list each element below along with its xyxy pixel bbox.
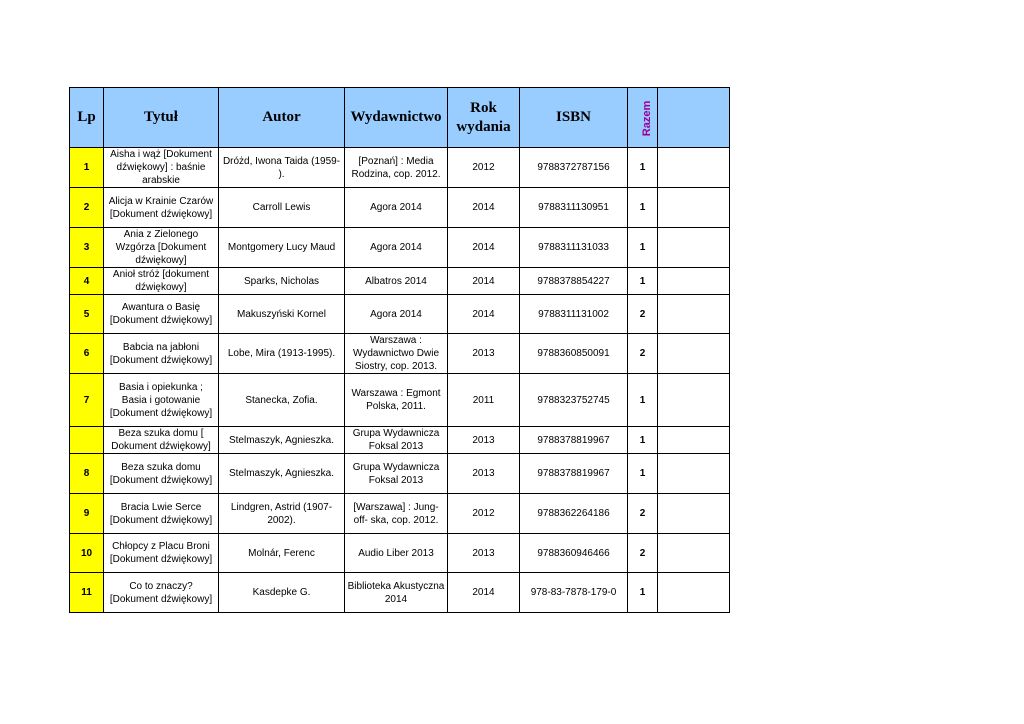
cell-tytul: Anioł stróż [dokument dźwiękowy] (104, 268, 219, 295)
cell-razem: 1 (628, 454, 658, 494)
cell-rok: 2013 (448, 334, 520, 374)
table-row (70, 494, 730, 534)
header-autor: Autor (219, 88, 345, 148)
table-row (70, 188, 730, 228)
cell-wydawnictwo: Albatros 2014 (345, 268, 448, 295)
cell-blank (658, 228, 730, 268)
cell-isbn: 9788372787156 (520, 148, 628, 188)
cell-autor: Stelmaszyk, Agnieszka. (219, 454, 345, 494)
cell-lp: 3 (70, 228, 104, 268)
cell-wydawnictwo: Agora 2014 (345, 228, 448, 268)
cell-blank (658, 148, 730, 188)
cell-lp: 5 (70, 295, 104, 334)
cell-isbn: 9788311131033 (520, 228, 628, 268)
table-row (70, 334, 730, 374)
cell-blank (658, 374, 730, 427)
cell-autor: Sparks, Nicholas (219, 268, 345, 295)
cell-wydawnictwo: [Warszawa] : Jung-off- ska, cop. 2012. (345, 494, 448, 534)
cell-autor: Lindgren, Astrid (1907- 2002). (219, 494, 345, 534)
cell-tytul: Awantura o Basię [Dokument dźwiękowy] (104, 295, 219, 334)
cell-blank (658, 334, 730, 374)
cell-razem: 1 (628, 228, 658, 268)
cell-rok: 2014 (448, 268, 520, 295)
cell-isbn: 9788360850091 (520, 334, 628, 374)
header-wydawnictwo: Wydawnictwo (345, 88, 448, 148)
cell-razem: 1 (628, 374, 658, 427)
cell-razem: 1 (628, 268, 658, 295)
cell-lp: 11 (70, 573, 104, 613)
table-row (70, 534, 730, 573)
cell-tytul: Aisha i wąż [Dokument dźwiękowy] : baśnie arabskie (104, 148, 219, 188)
cell-razem: 1 (628, 427, 658, 454)
cell-razem: 2 (628, 534, 658, 573)
cell-autor: Makuszyński Kornel (219, 295, 345, 334)
cell-tytul: Chłopcy z Placu Broni [Dokument dźwiękowy] (104, 534, 219, 573)
cell-lp: 2 (70, 188, 104, 228)
cell-blank (658, 494, 730, 534)
cell-blank (658, 573, 730, 613)
cell-lp: 10 (70, 534, 104, 573)
cell-blank (658, 188, 730, 228)
cell-rok: 2011 (448, 374, 520, 427)
cell-lp: 9 (70, 494, 104, 534)
table-row (70, 148, 730, 188)
cell-autor: Montgomery Lucy Maud (219, 228, 345, 268)
cell-wydawnictwo: Warszawa : Wydawnictwo Dwie Siostry, cop. 2013. (345, 334, 448, 374)
cell-autor: Stelmaszyk, Agnieszka. (219, 427, 345, 454)
cell-lp: 4 (70, 268, 104, 295)
cell-rok: 2013 (448, 534, 520, 573)
header-razem (628, 88, 658, 148)
cell-wydawnictwo: Biblioteka Akustyczna 2014 (345, 573, 448, 613)
cell-tytul: Alicja w Krainie Czarów [Dokument dźwiękowy] (104, 188, 219, 228)
header-row (70, 88, 730, 148)
table-body (70, 148, 730, 613)
cell-lp: 8 (70, 454, 104, 494)
cell-tytul: Co to znaczy? [Dokument dźwiękowy] (104, 573, 219, 613)
cell-autor: Dróżd, Iwona Taida (1959- ). (219, 148, 345, 188)
cell-autor: Molnár, Ferenc (219, 534, 345, 573)
table-row (70, 268, 730, 295)
cell-autor: Lobe, Mira (1913-1995). (219, 334, 345, 374)
cell-tytul: Beza szuka domu [Dokument dźwiękowy] (104, 454, 219, 494)
cell-razem: 2 (628, 334, 658, 374)
cell-blank (658, 534, 730, 573)
cell-rok: 2014 (448, 228, 520, 268)
header-lp: Lp (70, 88, 104, 148)
cell-wydawnictwo: Audio Liber 2013 (345, 534, 448, 573)
cell-lp: 7 (70, 374, 104, 427)
cell-tytul: Bracia Lwie Serce [Dokument dźwiękowy] (104, 494, 219, 534)
cell-isbn: 9788378819967 (520, 454, 628, 494)
header-blank (658, 88, 730, 148)
cell-rok: 2013 (448, 427, 520, 454)
cell-wydawnictwo: Agora 2014 (345, 188, 448, 228)
cell-isbn: 9788311131002 (520, 295, 628, 334)
table-row (70, 454, 730, 494)
cell-rok: 2012 (448, 148, 520, 188)
cell-rok: 2014 (448, 573, 520, 613)
header-razem-label: Razem (641, 100, 654, 136)
cell-isbn: 9788311130951 (520, 188, 628, 228)
cell-rok: 2013 (448, 454, 520, 494)
cell-wydawnictwo: Grupa Wydawnicza Foksal 2013 (345, 454, 448, 494)
table-row (70, 228, 730, 268)
cell-lp: 1 (70, 148, 104, 188)
table-row (70, 295, 730, 334)
cell-tytul: Ania z Zielonego Wzgórza [Dokument dźwiękowy] (104, 228, 219, 268)
cell-blank (658, 268, 730, 295)
cell-autor: Kasdepke G. (219, 573, 345, 613)
cell-rok: 2014 (448, 188, 520, 228)
cell-autor: Carroll Lewis (219, 188, 345, 228)
cell-blank (658, 454, 730, 494)
cell-tytul: Beza szuka domu [ Dokument dźwiękowy] (104, 427, 219, 454)
cell-razem: 2 (628, 494, 658, 534)
table-row (70, 573, 730, 613)
cell-razem: 1 (628, 148, 658, 188)
cell-rok: 2014 (448, 295, 520, 334)
cell-blank (658, 295, 730, 334)
cell-autor: Stanecka, Zofia. (219, 374, 345, 427)
cell-wydawnictwo: Grupa Wydawnicza Foksal 2013 (345, 427, 448, 454)
cell-rok: 2012 (448, 494, 520, 534)
table-row (70, 427, 730, 454)
header-tytul: Tytuł (104, 88, 219, 148)
books-table (69, 87, 730, 613)
cell-tytul: Basia i opiekunka ; Basia i gotowanie [Dokument dźwiękowy] (104, 374, 219, 427)
cell-lp: 6 (70, 334, 104, 374)
cell-wydawnictwo: [Poznań] : Media Rodzina, cop. 2012. (345, 148, 448, 188)
cell-lp (70, 427, 104, 454)
cell-razem: 1 (628, 188, 658, 228)
cell-isbn: 9788378819967 (520, 427, 628, 454)
table-row (70, 374, 730, 427)
cell-wydawnictwo: Agora 2014 (345, 295, 448, 334)
cell-blank (658, 427, 730, 454)
cell-razem: 2 (628, 295, 658, 334)
cell-isbn: 9788362264186 (520, 494, 628, 534)
cell-tytul: Babcia na jabłoni [Dokument dźwiękowy] (104, 334, 219, 374)
cell-razem: 1 (628, 573, 658, 613)
cell-isbn: 978-83-7878-179-0 (520, 573, 628, 613)
cell-isbn: 9788323752745 (520, 374, 628, 427)
header-rok: Rok wydania (448, 88, 520, 148)
header-isbn: ISBN (520, 88, 628, 148)
cell-wydawnictwo: Warszawa : Egmont Polska, 2011. (345, 374, 448, 427)
cell-isbn: 9788360946466 (520, 534, 628, 573)
cell-isbn: 9788378854227 (520, 268, 628, 295)
